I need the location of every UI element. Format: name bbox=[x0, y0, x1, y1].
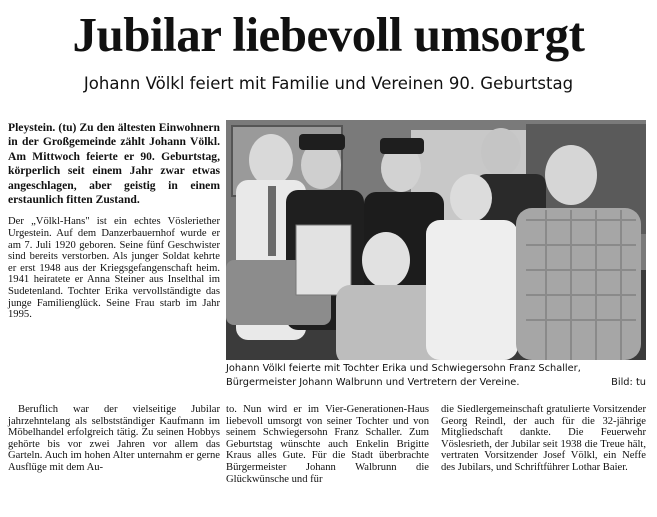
left-column-top bbox=[8, 121, 220, 321]
group-portrait-illustration bbox=[226, 120, 646, 360]
body-paragraph-2: Beruflich war der vielseitige Jubilar jahrzehntelang als selbstständiger Kaufmann im Möbelhandel erfolgreich tätig. Zu seinen Hobbys gehörte bis vor zwei Jahren vor allem das Garteln. Auch im hohen Alter unternahm er gerne Ausflüge mit dem Au- bbox=[8, 404, 220, 473]
lead-paragraph: Pleystein. (tu) Zu den ältesten Einwohnern in der Großgemeinde zählt Johann Völkl. Am Mittwoch feierte er 90. Geburtstag, körperlich seit einem Jahr zwar etwas angeschlagen, aber geistig in einem erstaunlich fitten Zustand. bbox=[8, 121, 220, 207]
body-paragraph-4: die Siedlergemeinschaft gratulierte Vorsitzender Georg Reindl, der auch für die 32-jährige Mitgliedschaft dankte. Die Feuerwehr Vöslesrieth, der Jubilar seit 1938 die Treue hält, vertraten Vorsitzender Josef Völkl, ein Neffe des Jubilars, und Schriftführer Lothar Baier. bbox=[441, 404, 646, 473]
caption-text: Johann Völkl feierte mit Tochter Erika und Schwiegersohn Franz Schaller, Bürgermeister Johann Walbrunn und Vertretern der Vereine. bbox=[226, 363, 581, 388]
photo-caption bbox=[226, 362, 646, 389]
bottom-column-1 bbox=[8, 404, 220, 474]
headline: Jubilar liebevoll umsorgt bbox=[72, 7, 585, 62]
body-paragraph-3: to. Nun wird er im Vier-Generationen-Haus liebevoll umsorgt von seiner Tochter und von seinem Schwiegersohn Franz Schaller. Zum Geburtstag wünschte auch Enkelin Brigitte Kraus alles Gute. Für die Stadt überbrachte Bürgermeister Johann Walbrunn die Glückwünsche und für bbox=[226, 404, 429, 485]
bottom-column-3 bbox=[441, 404, 646, 474]
subheadline: Johann Völkl feiert mit Familie und Vereinen 90. Geburtstag bbox=[83, 74, 574, 93]
body-paragraph-1: Der „Völkl-Hans" ist ein echtes Vösleriether Urgestein. Auf dem Danzerbauernhof wurde er am 7. Juli 1920 geboren. Seine fünf Geschwister sind bereits verstorben. Als junger Soldat kehrte er erst 1948 aus der Kriegsgefangenschaft heim. 1941 heiratete er Anna Steiner aus Inselthal im Sudetenland. Tochter Erika vervollständigte das junge Familienglück. Seine Frau starb im Jahr 1995. bbox=[8, 216, 220, 321]
article-photo bbox=[226, 120, 646, 360]
bottom-column-2 bbox=[226, 404, 429, 485]
photo-credit: Bild: tu bbox=[611, 376, 646, 388]
